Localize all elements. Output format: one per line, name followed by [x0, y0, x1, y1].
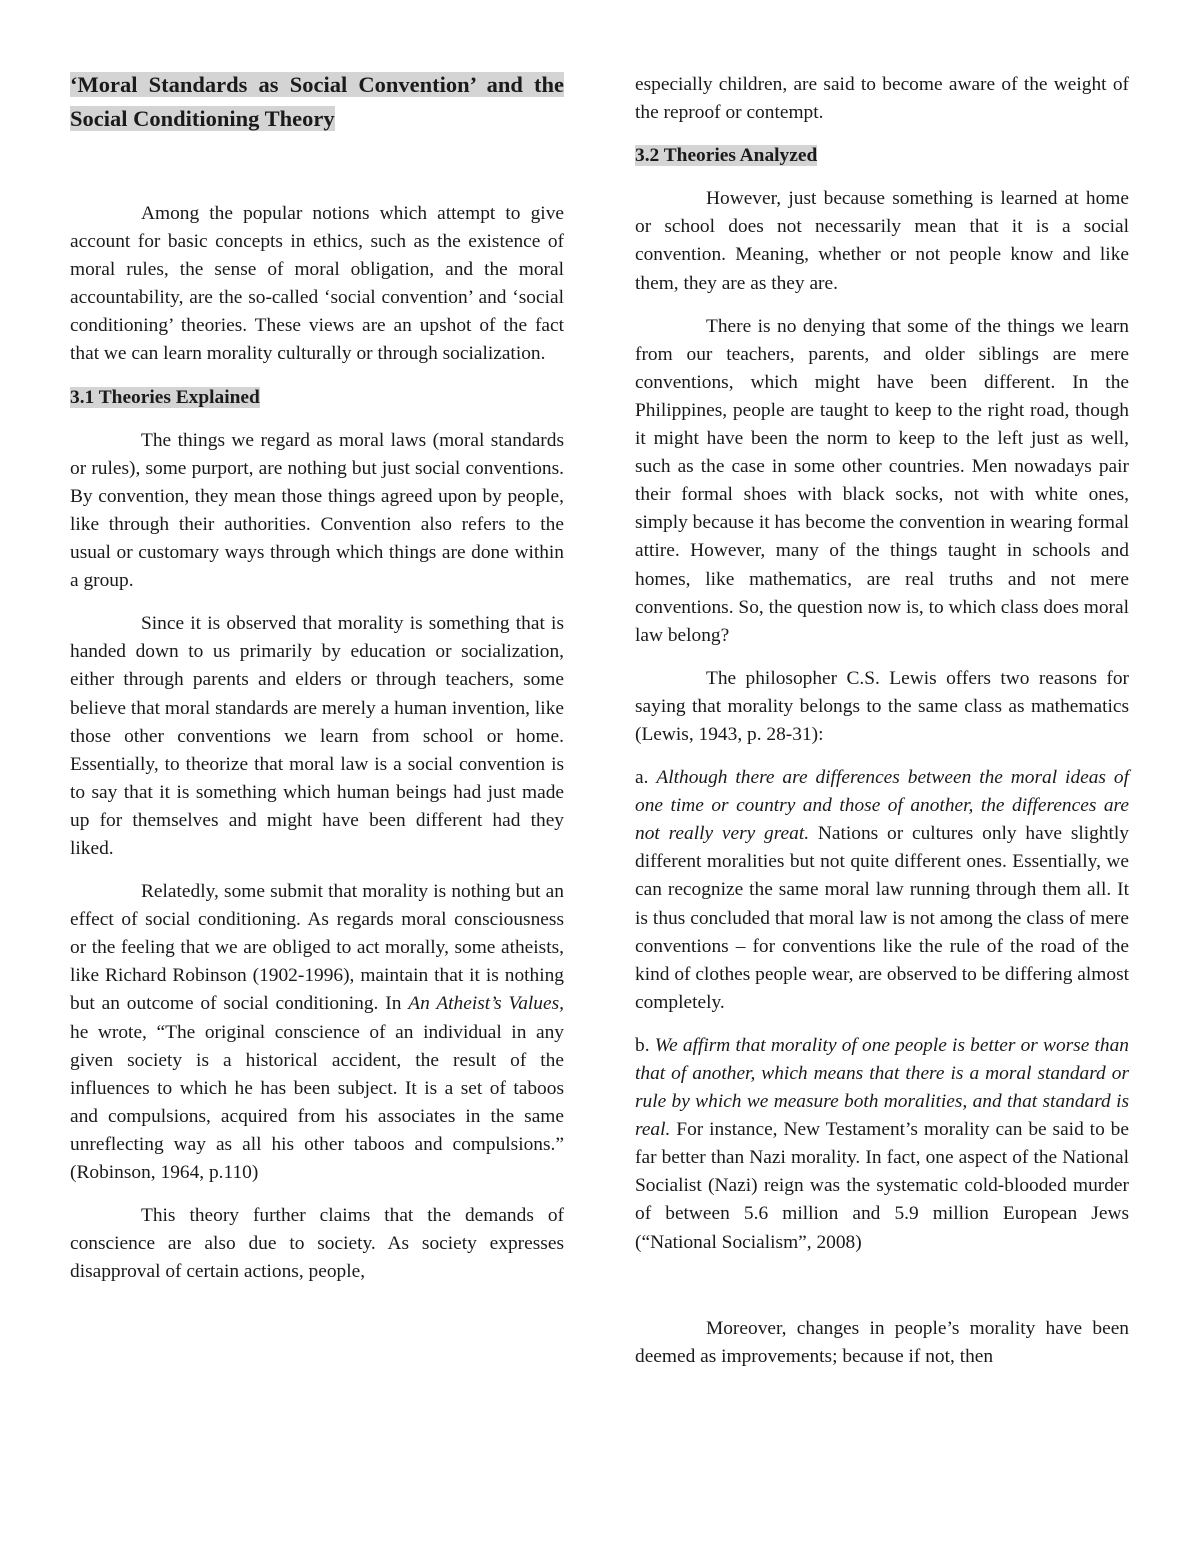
paragraph-improvements: Moreover, changes in people’s morality have been deemed as improvements; because if not, then [635, 1317, 1129, 1367]
book-title: An Atheist’s Values, [408, 993, 565, 1015]
reason-b: b. We affirm that morality of one people is better or worse than that of another, which means that there is a moral standard or rule by which we measure both moralities, and that standard is real. For instance, New Testament’s morality can be said to be far better than Nazi morality. In fact, one aspect of the National Socialist (Nazi) reign was the systematic cold-blooded murder of between 5.6 million and 5.9 million European Jews (“National Socialism”, 2008) [635, 1034, 1129, 1253]
paragraph-lewis-reasons: The philosopher C.S. Lewis offers two reasons for saying that morality belongs to the same class as mathematics (Lewis, 1943, p. 28-31): [635, 667, 1129, 745]
paragraph-social-conditioning: Relatedly, some submit that morality is nothing but an effect of social conditioning. As regards moral consciousness or the feeling that we are obliged to act morally, some atheists, like Richard Robinson (1902-1996), maintain that it is nothing but an outcome of social conditioning. In An Atheist’s Values, he wrote, “The original conscience of an individual in any given society is a historical accident, the result of the influences to which he has been subject. It is a set of taboos and compulsions, acquired from his associates in the same unreflecting way as all his other taboos and compulsions.” (Robinson, 1964, p.110) [70, 881, 565, 1183]
section-heading-3-1: 3.1 Theories Explained [70, 386, 260, 408]
right-column [635, 71, 1129, 1371]
paragraph-socialization: Since it is observed that morality is something that is handed down to us primarily by education or socialization, either through parents and elders or through teachers, some believe that moral standards are merely a human invention, like those other conventions we learn from school or home. Essentially, to theorize that moral law is a social convention is to say that it is something which human beings had just made up for themselves and might have been different had they liked. [70, 613, 564, 859]
reason-a: a. Although there are differences between the moral ideas of one time or country and those of another, the differences are not really very great. Nations or cultures only have slightly different moralities but not quite different ones. Essentially, we can recognize the same moral law running through them all. It is thus concluded that moral law is not among the class of mere conventions – for conventions like the rule of the road of the kind of clothes people wear, are observed to be differing almost completely. [635, 767, 1129, 1013]
continued-paragraph: especially children, are said to become aware of the weight of the reproof or contempt. [635, 74, 1129, 124]
paragraph-conscience: This theory further claims that the demands of conscience are also due to society. As society expresses disapproval of certain actions, people, [70, 1205, 564, 1283]
paragraph-mere-conventions: There is no denying that some of the things we learn from our teachers, parents, and older siblings are mere conventions, which might have been different. In the Philippines, people are taught to keep to the right road, though it might have been the norm to keep to the left just as well, such as the case in some other countries. Men nowadays pair their formal shoes with black socks, not with white ones, simply because it has become the convention in wearing formal attire. However, many of the things taught in schools and homes, like mathematics, are real truths and not mere conventions. So, the question now is, to which class does moral law belong? [635, 315, 1129, 646]
paragraph-learned-not-convention: However, just because something is learned at home or school does not necessarily mean that it is a social convention. Meaning, whether or not people know and like them, they are as they are. [635, 188, 1129, 294]
left-column [70, 68, 564, 1286]
section-heading-3-2: 3.2 Theories Analyzed [635, 145, 818, 167]
intro-paragraph: Among the popular notions which attempt to give account for basic concepts in ethics, such as the existence of moral rules, the sense of moral obligation, and the moral accountability, are the so-called ‘social convention’ and ‘social conditioning’ theories. These views are an upshot of the fact that we can learn morality culturally or through socialization. [70, 203, 564, 365]
paragraph-conventions: The things we regard as moral laws (moral standards or rules), some purport, are nothing but just social conventions. By convention, they mean those things agreed upon by people, like through their authorities. Convention also refers to the usual or customary ways through which things are done within a group. [70, 429, 564, 592]
document-title: ‘Moral Standards as Social Convention’ and the Social Conditioning Theory [70, 72, 564, 131]
